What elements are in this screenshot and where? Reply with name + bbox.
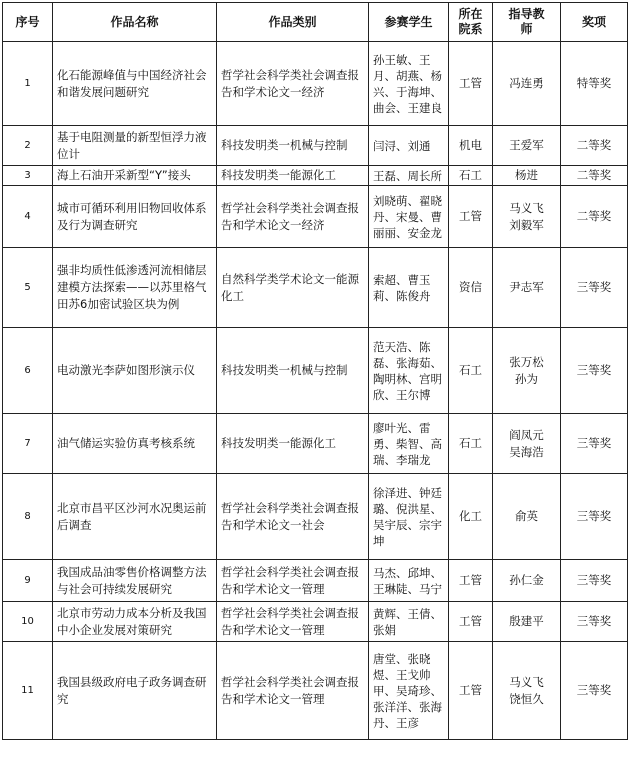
- row-number: 10: [3, 602, 53, 642]
- award: 二等奖: [561, 126, 628, 166]
- advisors: [493, 186, 561, 248]
- header-row: [3, 3, 628, 42]
- advisor-name: 阎凤元: [509, 427, 544, 442]
- advisors: [493, 328, 561, 414]
- work-title: 强非均质性低渗透河流相储层建模方法探索——以苏里格气田苏6加密试验区块为例: [53, 248, 217, 328]
- header-dept-line2: 院系: [458, 22, 483, 36]
- advisor-name: 王爱军: [509, 138, 544, 152]
- department: 工管: [449, 560, 493, 602]
- department: 石工: [449, 166, 493, 186]
- advisor-name: 孙仁金: [509, 573, 544, 587]
- students: 刘晓萌、翟晓丹、宋曼、曹丽丽、安金龙: [369, 186, 449, 248]
- advisors: [493, 248, 561, 328]
- advisors: [493, 42, 561, 126]
- award: 二等奖: [561, 186, 628, 248]
- award: 特等奖: [561, 42, 628, 126]
- advisor-name: 殷建平: [509, 614, 544, 628]
- table-row: [3, 166, 628, 186]
- students: 范天浩、陈磊、张海茹、陶明林、宫明欣、王尔博: [369, 328, 449, 414]
- award: 三等奖: [561, 328, 628, 414]
- students: 廖叶光、雷勇、柴智、高瑞、李瑞龙: [369, 414, 449, 474]
- advisor-name: 刘毅军: [509, 217, 544, 232]
- header-dept: [449, 3, 493, 42]
- header-advisor: [493, 3, 561, 42]
- row-number: 1: [3, 42, 53, 126]
- work-title: 海上石油开采新型“Y”接头: [53, 166, 217, 186]
- award: 三等奖: [561, 248, 628, 328]
- header-no: 序号: [3, 3, 53, 42]
- table-row: [3, 126, 628, 166]
- students: 王磊、周长所: [369, 166, 449, 186]
- work-category: 哲学社会科学类社会调查报告和学术论文一管理: [217, 642, 369, 740]
- header-category: 作品类别: [217, 3, 369, 42]
- advisors: [493, 414, 561, 474]
- advisors: [493, 474, 561, 560]
- work-category: 哲学社会科学类社会调查报告和学术论文一经济: [217, 42, 369, 126]
- award: 三等奖: [561, 642, 628, 740]
- work-title: 北京市劳动力成本分析及我国中小企业发展对策研究: [53, 602, 217, 642]
- header-advisor-line1: 指导教: [508, 7, 545, 21]
- advisors: [493, 560, 561, 602]
- award: 三等奖: [561, 474, 628, 560]
- award: 三等奖: [561, 602, 628, 642]
- students: 孙王敏、王月、胡燕、杨兴、于海坤、曲会、王建良: [369, 42, 449, 126]
- work-title: 我国成品油零售价格调整方法与社会可持续发展研究: [53, 560, 217, 602]
- row-number: 2: [3, 126, 53, 166]
- work-category: 哲学社会科学类社会调查报告和学术论文一管理: [217, 602, 369, 642]
- table-row: [3, 328, 628, 414]
- row-number: 9: [3, 560, 53, 602]
- advisors: [493, 642, 561, 740]
- row-number: 7: [3, 414, 53, 474]
- work-title: 油气储运实验仿真考核系统: [53, 414, 217, 474]
- students: 黄辉、王倩、张娟: [369, 602, 449, 642]
- work-category: 科技发明类一机械与控制: [217, 328, 369, 414]
- advisors: [493, 602, 561, 642]
- students: 唐堂、张晓煜、王戈帅甲、吴琦珍、张洋洋、张海丹、王彦: [369, 642, 449, 740]
- department: 工管: [449, 42, 493, 126]
- header-students: 参赛学生: [369, 3, 449, 42]
- advisor-name: 冯连勇: [509, 76, 544, 90]
- advisor-name: 吴海浩: [509, 444, 544, 459]
- advisor-name: 马义飞: [509, 200, 544, 215]
- table-row: [3, 42, 628, 126]
- header-award: 奖项: [561, 3, 628, 42]
- work-category: 哲学社会科学类社会调查报告和学术论文一经济: [217, 186, 369, 248]
- work-title: 基于电阻测量的新型恒浮力液位计: [53, 126, 217, 166]
- department: 资信: [449, 248, 493, 328]
- department: 工管: [449, 602, 493, 642]
- work-category: 哲学社会科学类社会调查报告和学术论文一管理: [217, 560, 369, 602]
- award: 二等奖: [561, 166, 628, 186]
- awards-table: [2, 2, 628, 740]
- work-category: 科技发明类一机械与控制: [217, 126, 369, 166]
- row-number: 6: [3, 328, 53, 414]
- award-rows: [3, 42, 628, 740]
- header-title: 作品名称: [53, 3, 217, 42]
- department: 石工: [449, 328, 493, 414]
- table-row: [3, 642, 628, 740]
- work-title: 电动激光李萨如图形演示仪: [53, 328, 217, 414]
- row-number: 3: [3, 166, 53, 186]
- students: 索超、曹玉莉、陈俊舟: [369, 248, 449, 328]
- department: 工管: [449, 642, 493, 740]
- row-number: 8: [3, 474, 53, 560]
- work-category: 哲学社会科学类社会调查报告和学术论文一社会: [217, 474, 369, 560]
- award: 三等奖: [561, 560, 628, 602]
- table-row: [3, 474, 628, 560]
- row-number: 4: [3, 186, 53, 248]
- advisor-name: 饶恒久: [509, 691, 544, 706]
- advisors: [493, 126, 561, 166]
- department: 化工: [449, 474, 493, 560]
- department: 石工: [449, 414, 493, 474]
- students: 马杰、邱坤、王琳陡、马宁: [369, 560, 449, 602]
- advisor-name: 张万松: [509, 354, 544, 369]
- work-category: 自然科学类学术论文一能源化工: [217, 248, 369, 328]
- table-row: [3, 186, 628, 248]
- table-row: [3, 414, 628, 474]
- advisor-name: 尹志军: [509, 280, 544, 294]
- advisors: [493, 166, 561, 186]
- row-number: 5: [3, 248, 53, 328]
- table-row: [3, 602, 628, 642]
- table-row: [3, 248, 628, 328]
- advisor-name: 俞英: [515, 509, 538, 523]
- work-category: 科技发明类一能源化工: [217, 166, 369, 186]
- work-title: 北京市昌平区沙河水况奥运前后调查: [53, 474, 217, 560]
- department: 机电: [449, 126, 493, 166]
- students: 徐泽进、钟廷璐、倪洪星、吴宇辰、宗宇坤: [369, 474, 449, 560]
- students: 闫浔、刘通: [369, 126, 449, 166]
- work-title: 城市可循环利用旧物回收体系及行为调查研究: [53, 186, 217, 248]
- header-dept-line1: 所在: [458, 7, 483, 21]
- work-title: 我国县级政府电子政务调查研究: [53, 642, 217, 740]
- table-row: [3, 560, 628, 602]
- work-category: 科技发明类一能源化工: [217, 414, 369, 474]
- row-number: 11: [3, 642, 53, 740]
- award: 三等奖: [561, 414, 628, 474]
- advisor-name: 杨进: [515, 168, 538, 182]
- advisor-name: 马义飞: [509, 674, 544, 689]
- advisor-name: 孙为: [515, 371, 538, 386]
- header-advisor-line2: 师: [520, 22, 533, 36]
- work-title: 化石能源峰值与中国经济社会和谐发展问题研究: [53, 42, 217, 126]
- department: 工管: [449, 186, 493, 248]
